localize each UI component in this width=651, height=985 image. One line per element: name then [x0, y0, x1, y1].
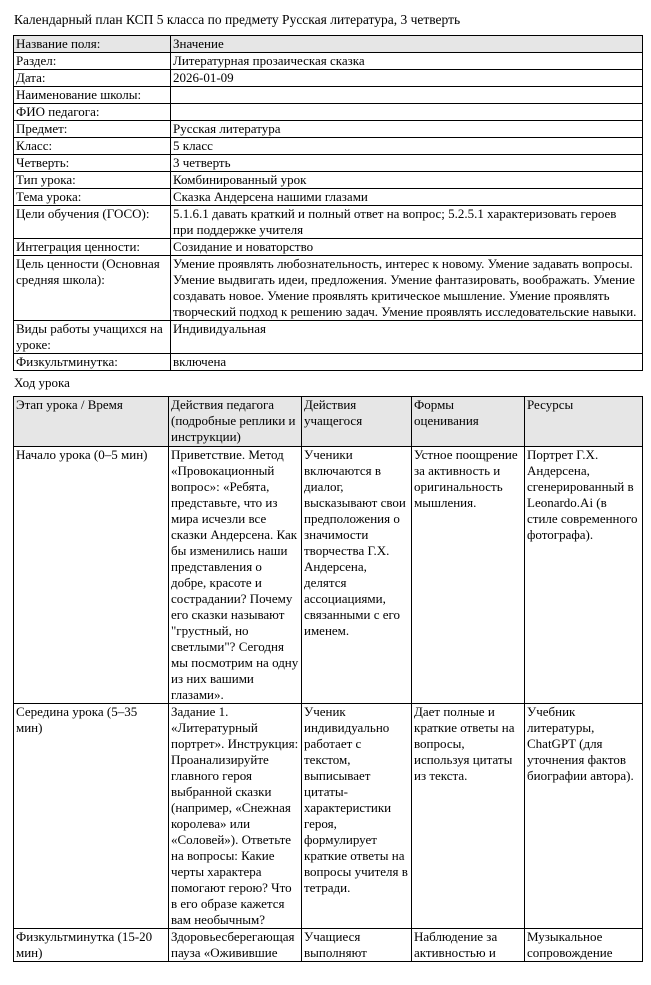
info-label: Цели обучения (ГОСО):: [14, 206, 171, 239]
document-title: Календарный план КСП 5 класса по предмету Русская литература, 3 четверть: [14, 12, 461, 27]
info-value: Комбинированный урок: [171, 172, 643, 189]
info-label: Четверть:: [14, 155, 171, 172]
col-header-stage: Этап урока / Время: [14, 397, 169, 447]
info-value: Русская литература: [171, 121, 643, 138]
info-value: [171, 87, 643, 104]
info-value: [171, 104, 643, 121]
lesson-row-middle: [14, 704, 643, 929]
info-value: Умение проявлять любознательность, интерес к новому. Умение задавать вопросы. Умение выдвигать идеи, предложения. Умение фантазировать, воображать. Умение создавать новое. Умение проявлять критическое мышление. Умение проявлять творческий подход к решению задач. Умение проявлять исследовательские навыки.: [171, 256, 643, 321]
info-row-date: [14, 70, 643, 87]
teacher-actions-cell: Приветствие. Метод «Провокационный вопрос»: «Ребята, представьте, что из мира исчезли все сказки Андерсена. Как бы изменились наши представления о добре, красоте и сострадании? Почему его сказки называют "грустный, но светлыми"? Сегодня мы посмотрим на одну из них вашими глазами».: [169, 447, 302, 704]
info-value: 3 четверть: [171, 155, 643, 172]
info-label: Виды работы учащихся на уроке:: [14, 321, 171, 354]
info-row-value-goal: [14, 256, 643, 321]
student-actions-cell: Ученики включаются в диалог, высказывают свои предположения о значимости творчества Г.Х. Андерсена, делятся ассоциациями, связанными с его именем.: [302, 447, 412, 704]
info-value: Сказка Андерсена нашими глазами: [171, 189, 643, 206]
info-row-teacher: [14, 104, 643, 121]
assessment-cell: Устное поощрение за активность и оригинальность мышления.: [412, 447, 525, 704]
info-value: 5.1.6.1 давать краткий и полный ответ на вопрос; 5.2.5.1 характеризовать героев при поддержке учителя: [171, 206, 643, 239]
col-header-assessment: Формы оценивания: [412, 397, 525, 447]
info-value: Индивидуальная: [171, 321, 643, 354]
info-row-grade: [14, 138, 643, 155]
info-row-school: [14, 87, 643, 104]
teacher-actions-cell: Здоровьесберегающая пауза «Оживившие: [169, 929, 302, 962]
resources-cell: Портрет Г.Х. Андерсена, сгенерированный в Leonardo.Ai (в стиле современного фотографа).: [525, 447, 643, 704]
lesson-row-physical-break: [14, 929, 643, 962]
info-label: Цель ценности (Основная средняя школа):: [14, 256, 171, 321]
info-value: 2026-01-09: [171, 70, 643, 87]
info-row-value-integration: [14, 239, 643, 256]
info-value: 5 класс: [171, 138, 643, 155]
lesson-progress-table: [13, 396, 643, 962]
info-row-section: [14, 53, 643, 70]
stage-cell: Начало урока (0–5 мин): [14, 447, 169, 704]
lesson-row-start: [14, 447, 643, 704]
info-row-physical-break: [14, 354, 643, 371]
lesson-info-table: [13, 35, 643, 371]
stage-cell: Середина урока (5–35 мин): [14, 704, 169, 929]
lesson-progress-heading: Ход урока: [14, 375, 70, 390]
stage-cell: Физкультминутка (15-20 мин): [14, 929, 169, 962]
info-label: Класс:: [14, 138, 171, 155]
info-value: Литературная прозаическая сказка: [171, 53, 643, 70]
resources-cell: Музыкальное сопровождение: [525, 929, 643, 962]
info-label: Тип урока:: [14, 172, 171, 189]
lesson-header-row: [14, 397, 643, 447]
info-header-row: [14, 36, 643, 53]
teacher-actions-cell: Задание 1. «Литературный портрет». Инструкция: Проанализируйте главного героя выбранной сказки (например, «Снежная королева» или «Соловей»). Ответьте на вопросы: Какие черты характера помогают герою? Что в его образе кажется вам необычным?: [169, 704, 302, 929]
info-row-work-types: [14, 321, 643, 354]
info-row-lesson-type: [14, 172, 643, 189]
info-header-field: Название поля:: [14, 36, 171, 53]
resources-cell: Учебник литературы, ChatGPT (для уточнения фактов биографии автора).: [525, 704, 643, 929]
info-label: Предмет:: [14, 121, 171, 138]
info-row-quarter: [14, 155, 643, 172]
student-actions-cell: Учащиеся выполняют: [302, 929, 412, 962]
col-header-resources: Ресурсы: [525, 397, 643, 447]
info-label: Физкультминутка:: [14, 354, 171, 371]
info-row-topic: [14, 189, 643, 206]
assessment-cell: Дает полные и краткие ответы на вопросы, используя цитаты из текста.: [412, 704, 525, 929]
info-label: ФИО педагога:: [14, 104, 171, 121]
col-header-student-actions: Действия учащегося: [302, 397, 412, 447]
student-actions-cell: Ученик индивидуально работает с текстом, выписывает цитаты-характеристики героя, формулирует краткие ответы на вопросы учителя в тетради.: [302, 704, 412, 929]
info-value: Созидание и новаторство: [171, 239, 643, 256]
info-label: Интеграция ценности:: [14, 239, 171, 256]
info-header-value: Значение: [171, 36, 643, 53]
info-label: Наименование школы:: [14, 87, 171, 104]
info-label: Дата:: [14, 70, 171, 87]
info-row-goals: [14, 206, 643, 239]
assessment-cell: Наблюдение за активностью и: [412, 929, 525, 962]
info-row-subject: [14, 121, 643, 138]
info-label: Тема урока:: [14, 189, 171, 206]
col-header-teacher-actions: Действия педагога (подробные реплики и инструкции): [169, 397, 302, 447]
info-label: Раздел:: [14, 53, 171, 70]
info-value: включена: [171, 354, 643, 371]
